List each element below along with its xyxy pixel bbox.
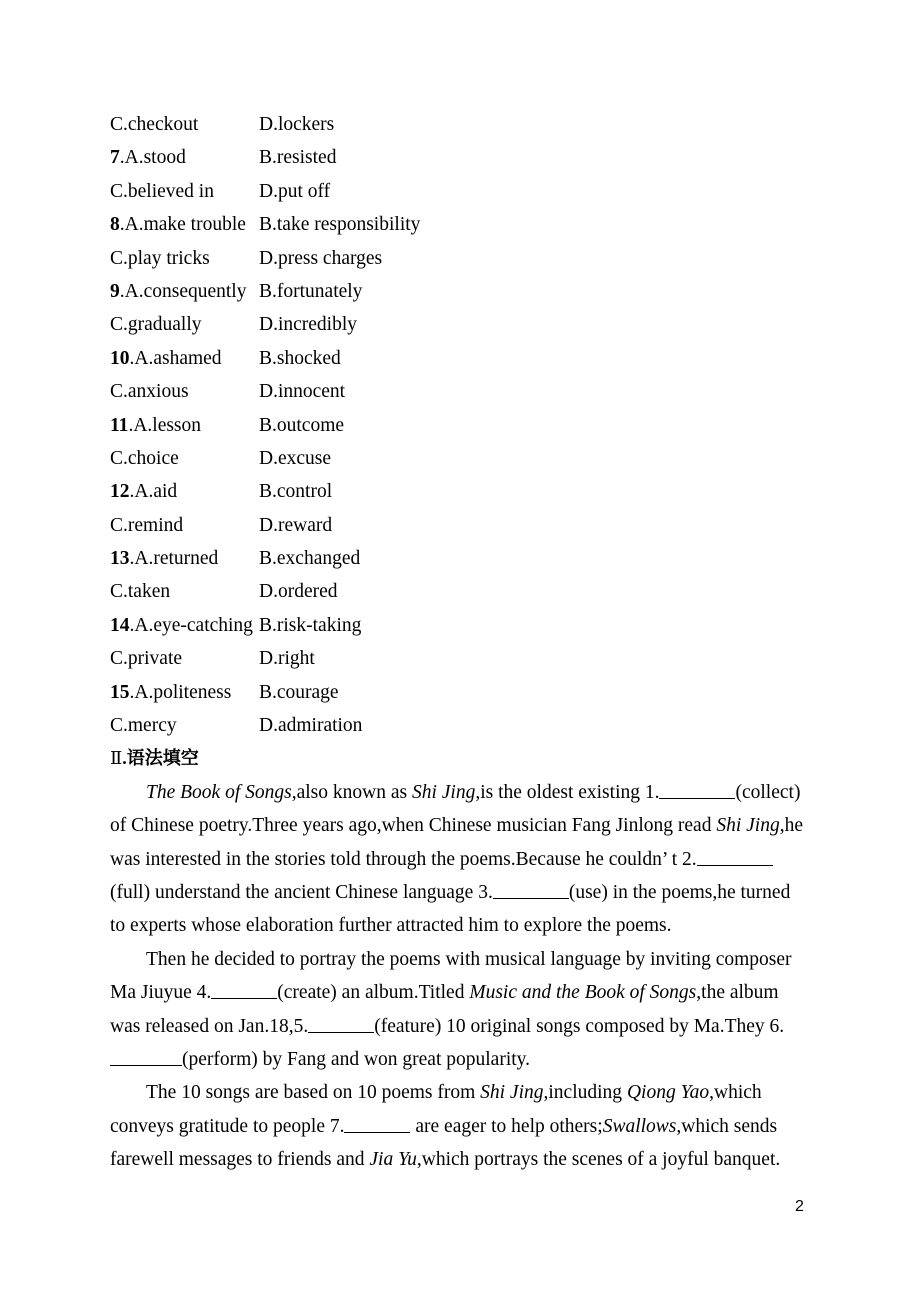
cloze-option-left[interactable] xyxy=(110,275,259,308)
cloze-option-left[interactable] xyxy=(110,375,259,408)
cloze-option-left[interactable] xyxy=(110,342,259,375)
cloze-option-right[interactable] xyxy=(259,509,332,542)
cloze-option-right-label: D.lockers xyxy=(259,114,335,135)
title-shi-jing-1: Shi Jing xyxy=(411,781,476,803)
cloze-option-left-label: A.ashamed xyxy=(134,347,222,369)
cloze-option-right-label: B.resisted xyxy=(259,147,337,169)
cloze-option-row xyxy=(110,308,810,341)
section-roman-numeral: Ⅱ xyxy=(110,748,123,769)
p2-text-6: (perform) by Fang and won great popularity. xyxy=(182,1049,531,1071)
cloze-option-row xyxy=(110,375,810,408)
question-number-dot: . xyxy=(128,414,134,436)
answer-blank-6[interactable] xyxy=(110,1049,182,1067)
cloze-option-right-label: B.outcome xyxy=(259,414,345,436)
p1-text-9: (use) in the poems,he turned to experts whose elaboration further attracted him to explore the poems. xyxy=(110,882,791,937)
cloze-option-row xyxy=(110,509,810,542)
cloze-option-row xyxy=(110,175,810,208)
cloze-option-row xyxy=(110,208,810,241)
title-book-of-songs: The Book of Songs xyxy=(146,781,292,803)
answer-blank-1[interactable] xyxy=(659,781,735,799)
cloze-option-row xyxy=(110,475,810,508)
cloze-option-right[interactable] xyxy=(259,208,420,241)
cloze-option-left[interactable] xyxy=(110,676,259,709)
cloze-option-row xyxy=(110,676,810,709)
cloze-option-right[interactable] xyxy=(259,676,339,709)
passage-paragraph-2 xyxy=(110,943,810,1077)
cloze-option-row xyxy=(110,709,810,742)
cloze-option-row xyxy=(110,642,810,675)
cloze-option-right-label: B.exchanged xyxy=(259,548,361,570)
question-number: 10 xyxy=(110,347,130,369)
answer-blank-4[interactable] xyxy=(211,982,277,1000)
cloze-option-left-label: C.anxious xyxy=(110,381,189,403)
cloze-option-left-label: C.private xyxy=(110,648,183,670)
cloze-option-left-label: A.returned xyxy=(134,548,219,570)
question-number-dot: . xyxy=(129,614,135,636)
p1-text-7: ,he was interested in the stories told through the poems.Because he couldn’ t 2. xyxy=(110,815,803,870)
cloze-option-left-label: C.choice xyxy=(110,447,179,469)
cloze-option-right[interactable] xyxy=(259,375,345,408)
cloze-option-left[interactable] xyxy=(110,409,259,442)
cloze-option-left[interactable] xyxy=(110,175,259,208)
p3-text-8: ,which sends farewell messages to friends and xyxy=(110,1115,778,1171)
cloze-option-right-label: D.innocent xyxy=(259,381,346,403)
cloze-option-right-label: B.control xyxy=(259,481,333,503)
cloze-option-left-label: C.remind xyxy=(110,514,184,536)
cloze-option-right[interactable] xyxy=(259,709,362,742)
cloze-option-left[interactable] xyxy=(110,442,259,475)
p3-text-10: ,which portrays the scenes of a joyful banquet. xyxy=(416,1149,781,1171)
passage-paragraph-1 xyxy=(110,776,810,943)
question-number: 14 xyxy=(110,614,130,636)
p1-text-4: ,is the oldest existing 1. xyxy=(475,781,660,803)
cloze-option-right[interactable] xyxy=(259,308,357,341)
question-number: 11 xyxy=(110,414,129,436)
answer-blank-3[interactable] xyxy=(493,881,569,899)
cloze-option-left-label: C.taken xyxy=(110,581,171,603)
p2-text-5: (feature) 10 original songs composed by Ma.They 6. xyxy=(374,1015,785,1037)
cloze-option-left-label: A.lesson xyxy=(133,414,202,436)
cloze-option-row xyxy=(110,609,810,642)
section-heading xyxy=(110,742,810,775)
question-number-dot: . xyxy=(119,214,125,236)
cloze-option-row xyxy=(110,575,810,608)
cloze-option-right[interactable] xyxy=(259,475,332,508)
cloze-option-left-label: C.play tricks xyxy=(110,247,210,269)
cloze-option-right[interactable] xyxy=(259,409,344,442)
cloze-option-right[interactable] xyxy=(259,141,336,174)
question-number-dot: . xyxy=(129,481,135,503)
cloze-option-right[interactable] xyxy=(259,242,382,275)
answer-blank-5[interactable] xyxy=(308,1015,374,1033)
question-number-dot: . xyxy=(129,347,135,369)
cloze-option-left[interactable] xyxy=(110,308,259,341)
cloze-option-left[interactable] xyxy=(110,709,259,742)
cloze-option-left-label: A.make trouble xyxy=(124,214,246,236)
question-number-dot: . xyxy=(129,548,135,570)
cloze-option-left[interactable] xyxy=(110,509,259,542)
cloze-option-left[interactable] xyxy=(110,642,259,675)
title-jia-yu: Jia Yu xyxy=(369,1149,417,1171)
passage-paragraph-3 xyxy=(110,1076,810,1176)
cloze-option-left[interactable] xyxy=(110,108,259,141)
cloze-option-right-label: B.courage xyxy=(259,681,339,703)
cloze-option-right-label: B.shocked xyxy=(259,347,341,369)
cloze-option-right-label: D.incredibly xyxy=(259,314,358,336)
cloze-option-right[interactable] xyxy=(259,609,361,642)
cloze-option-left[interactable] xyxy=(110,208,259,241)
cloze-option-right-label: B.take responsibility xyxy=(259,214,421,236)
p2-text-1: Then he decided to portray the poems with musical language by inviting composer Ma Jiuyue 4. xyxy=(110,948,792,1004)
cloze-option-left-label: A.consequently xyxy=(124,280,247,302)
cloze-option-row xyxy=(110,108,810,141)
title-shi-jing-2: Shi Jing xyxy=(716,815,780,837)
cloze-option-row xyxy=(110,141,810,174)
cloze-option-right-label: D.right xyxy=(259,648,315,670)
cloze-option-right-label: D.press charges xyxy=(259,247,383,269)
question-number-dot: . xyxy=(129,681,135,703)
question-number: 9 xyxy=(110,280,120,302)
question-number: 8 xyxy=(110,214,120,236)
cloze-option-left-label: C.checkout xyxy=(110,114,199,135)
question-number-dot: . xyxy=(119,280,125,302)
title-shi-jing-3: Shi Jing xyxy=(480,1082,544,1104)
cloze-option-right[interactable] xyxy=(259,575,338,608)
cloze-option-left-label: A.aid xyxy=(134,481,178,503)
cloze-option-right[interactable] xyxy=(259,108,334,141)
cloze-option-right-label: D.reward xyxy=(259,514,333,536)
cloze-option-row xyxy=(110,275,810,308)
page-number: 2 xyxy=(795,1198,804,1215)
cloze-option-left-label: A.stood xyxy=(124,147,186,169)
cloze-option-right-label: B.risk-taking xyxy=(259,614,362,636)
page-content xyxy=(110,108,810,1177)
cloze-option-row xyxy=(110,342,810,375)
cloze-option-right-label: D.put off xyxy=(259,180,331,202)
p3-text-6: are eager to help others; xyxy=(410,1115,603,1137)
question-number: 7 xyxy=(110,147,120,169)
cloze-option-right[interactable] xyxy=(259,642,315,675)
title-qiong-yao: Qiong Yao xyxy=(626,1082,710,1104)
p1-text-2: ,also known as xyxy=(291,781,412,803)
p1-text-8: (full) understand the ancient Chinese language 3. xyxy=(110,882,493,904)
question-number-dot: . xyxy=(119,147,125,169)
question-number: 13 xyxy=(110,548,130,570)
answer-blank-7[interactable] xyxy=(344,1115,410,1133)
p3-text-3: ,including xyxy=(543,1082,627,1104)
cloze-option-left[interactable] xyxy=(110,609,259,642)
title-swallows: Swallows xyxy=(602,1115,677,1137)
cloze-option-left-label: C.mercy xyxy=(110,715,177,737)
cloze-option-right[interactable] xyxy=(259,175,330,208)
cloze-option-left[interactable] xyxy=(110,542,259,575)
cloze-option-right[interactable] xyxy=(259,275,362,308)
cloze-option-right-label: D.ordered xyxy=(259,581,338,603)
section-heading-title: .语法填空 xyxy=(122,748,199,769)
question-number: 15 xyxy=(110,681,130,703)
cloze-option-right[interactable] xyxy=(259,442,331,475)
cloze-option-right-label: D.admiration xyxy=(259,715,363,737)
cloze-option-left-label: A.eye-catching xyxy=(134,614,253,636)
cloze-option-left[interactable] xyxy=(110,242,259,275)
p3-text-5: ,which conveys gratitude to people 7. xyxy=(110,1082,762,1137)
cloze-option-right[interactable] xyxy=(259,342,341,375)
cloze-options-list xyxy=(110,108,810,742)
cloze-option-row xyxy=(110,409,810,442)
cloze-option-right[interactable] xyxy=(259,542,360,575)
cloze-option-row xyxy=(110,542,810,575)
cloze-option-right-label: B.fortunately xyxy=(259,280,363,302)
cloze-option-row xyxy=(110,442,810,475)
cloze-option-left-label: C.gradually xyxy=(110,314,202,336)
p1-text-5: (collect) of Chinese poetry.Three years ago,when Chinese musician Fang Jinlong read xyxy=(110,781,801,837)
cloze-option-left[interactable] xyxy=(110,475,259,508)
p2-text-2: (create) an album.Titled xyxy=(277,982,470,1004)
cloze-option-left-label: C.believed in xyxy=(110,180,214,202)
question-number: 12 xyxy=(110,481,130,503)
cloze-option-row xyxy=(110,242,810,275)
cloze-option-left[interactable] xyxy=(110,141,259,174)
cloze-option-left[interactable] xyxy=(110,575,259,608)
answer-blank-2[interactable] xyxy=(697,848,773,866)
p2-text-4: ,the album was released on Jan.18,5. xyxy=(110,982,779,1037)
title-music-and-the-book-of-songs: Music and the Book of Songs xyxy=(469,982,697,1004)
cloze-option-left-label: A.politeness xyxy=(134,681,232,703)
cloze-option-right-label: D.excuse xyxy=(259,447,332,469)
p3-text-1: The 10 songs are based on 10 poems from xyxy=(146,1082,481,1104)
